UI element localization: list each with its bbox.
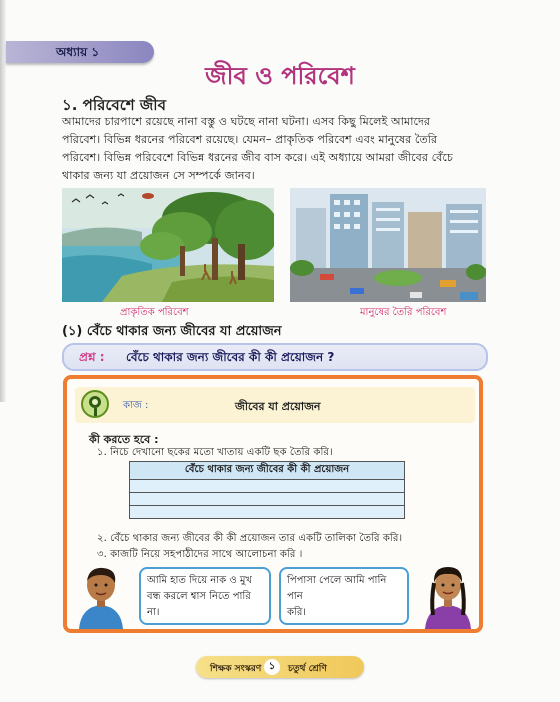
needs-table-header: বেঁচে থাকার জন্য জীবের কী কী প্রয়োজন [130,462,405,480]
subsection-title: (১) বেঁচে থাকার জন্য জীবের যা প্রয়োজন [62,324,282,339]
intro-line: পরিবেশ। বিভিন্ন ধরনের পরিবেশ রয়েছে। যেমন– প্রাকৃতিক পরিবেশ এবং মানুষের তৈরি [62,133,438,146]
activity-step-2: ২. বেঁচে থাকার জন্য জীবের কী কী প্রয়োজন তার একটি তালিকা তৈরি করি। [97,533,403,544]
girl-illustration [419,561,477,629]
natural-environment-image [62,188,274,302]
needs-table-row [130,493,405,506]
needs-table-row [130,506,405,519]
boy-speech-line: বন্ধ করলে শ্বাস নিতে পারি [147,591,251,602]
activity-step-3: ৩. কাজটি নিয়ে সহপাঠীদের সাথে আলোচনা করি । [97,549,303,560]
girl-speech-line: করি। [287,607,306,618]
activity-step-1: ১. নিচে দেখানো ছকের মতো খাতায় একটি ছক তৈরি করি। [97,447,333,458]
intro-line: পরিবেশ। বিভিন্ন পরিবেশে বিভিন্ন ধরনের জীব বাস করে। এই অধ্যায়ে আমরা জীবের বেঁচে [62,151,453,164]
boy-illustration [73,563,129,629]
manmade-environment-caption: মানুষের তৈরি পরিবেশ [360,307,447,318]
girl-speech-line: পিপাসা পেলে আমি পানি পান [287,575,387,602]
page-footer [196,656,364,678]
boy-speech-line: আমি হাত দিয়ে নাক ও মুখ [147,575,252,586]
girl-speech-bubble [279,567,409,625]
question-text: বেঁচে থাকার জন্য জীবের কী কী প্রয়োজন ? [126,350,335,364]
magnifier-icon [81,390,109,418]
natural-environment-caption: প্রাকৃতিক পরিবেশ [120,307,189,318]
activity-title: জীবের যা প্রয়োজন [235,400,321,413]
manmade-environment-image [290,188,486,302]
chapter-tab-label: অধ্যায় ১ [56,45,100,59]
intro-line: থাকার জন্য যা প্রয়োজন সে সম্পর্কে জানব। [62,169,255,182]
footer-page-number: ১ [264,659,280,675]
chapter-title: জীব ও পরিবেশ [205,62,355,90]
question-label: প্রশ্ন : [79,350,105,364]
question-bar [62,343,488,371]
needs-table [129,461,405,519]
footer-edition: শিক্ষক সংস্করণ [210,664,262,674]
boy-speech-bubble [139,567,271,625]
needs-table-row [130,480,405,493]
intro-paragraph [62,113,492,185]
todo-heading: কী করতে হবে : [89,433,159,446]
activity-header [75,387,475,423]
footer-grade: চতুর্থ শ্রেণি [288,664,327,674]
section-title: ১. পরিবেশে জীব [62,96,166,114]
boy-speech-line: না। [147,607,160,618]
activity-box [63,375,483,633]
activity-kaj-label: কাজ : [123,400,149,411]
intro-line: আমাদের চারপাশে রয়েছে নানা বস্তু ও ঘটছে নানা ঘটনা। এসব কিছু মিলেই আমাদের [62,115,431,128]
